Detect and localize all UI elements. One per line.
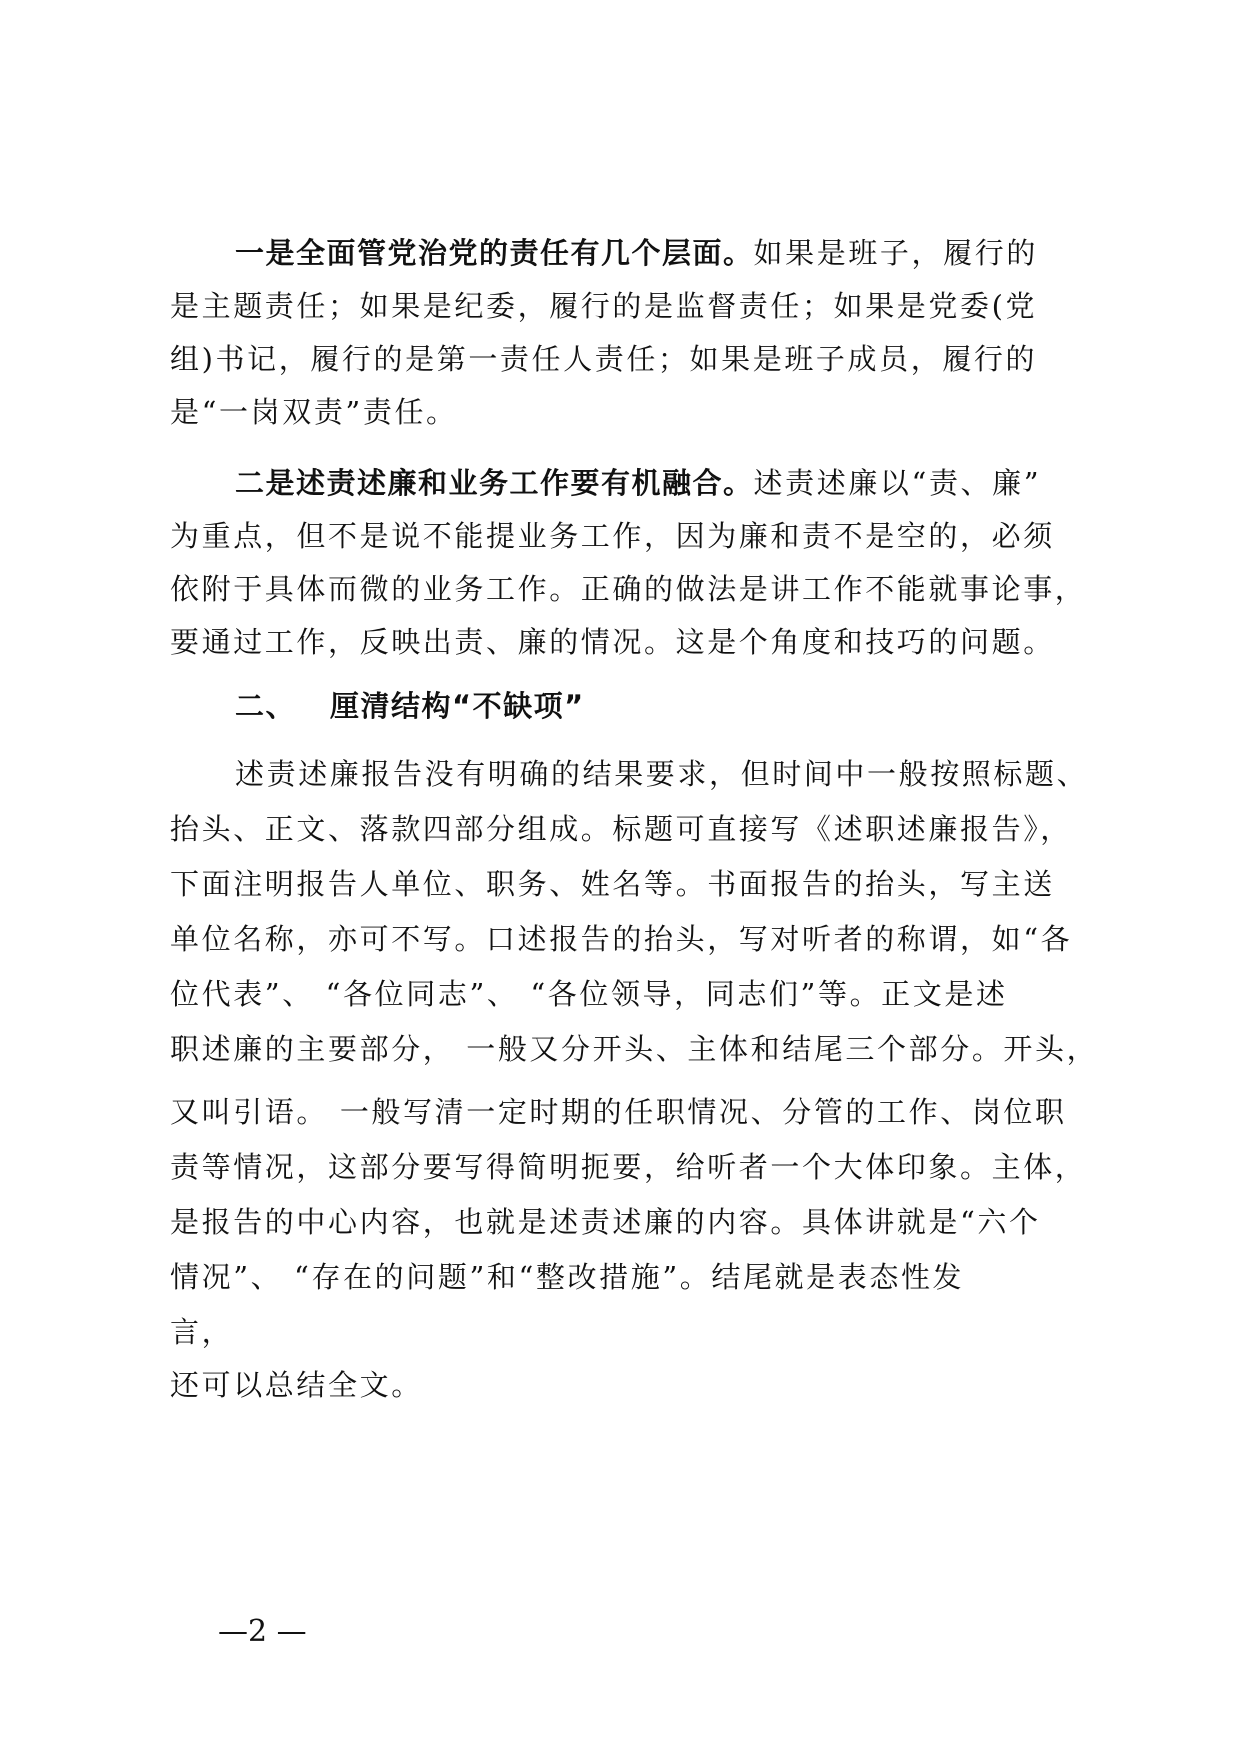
para2-line2: 为重点，但不是说不能提业务工作，因为廉和责不是空的，必须 [170,519,1055,553]
para3-line12: 还可以总结全文。 [170,1368,423,1402]
section-heading [235,686,585,726]
para1-line1 [235,233,1038,273]
para2-line1 [235,463,1041,503]
page-number: —2 — [218,1614,307,1649]
para1-line2: 是主题责任；如果是纪委，履行的是监督责任；如果是党委(党 [170,289,1038,323]
para3-line11: 言， [170,1315,234,1349]
para1-line3: 组)书记，履行的是第一责任人责任；如果是班子成员，履行的 [170,342,1038,376]
para3-line2: 抬头、正文、落款四部分组成。标题可直接写《述职述廉报告》， [170,812,1072,846]
para1-text: 如果是班子，履行的 [753,236,1038,270]
para3-line8: 责等情况，这部分要写得简明扼要，给听者一个大体印象。主体， [170,1150,1087,1184]
para2-lead: 二是述责述廉和业务工作要有机融合。 [235,466,754,500]
para3-line3: 下面注明报告人单位、职务、姓名等。书面报告的抬头，写主送 [170,867,1055,901]
para3-line7: 又叫引语。 一般写清一定时期的任职情况、分管的工作、岗位职 [170,1095,1067,1129]
para3-line1: 述责述廉报告没有明确的结果要求，但时间中一般按照标题、 [235,757,1089,791]
section-number: 二、 [235,689,297,723]
para3-line10: 情况”、 “存在的问题”和“整改措施”。结尾就是表态性发 [170,1260,965,1294]
para3-line6: 职述廉的主要部分， 一般又分开头、主体和结尾三个部分。开头， [170,1032,1099,1066]
para3-line9: 是报告的中心内容，也就是述责述廉的内容。具体讲就是“六个 [170,1205,1041,1239]
para3-line5: 位代表”、 “各位同志”、 “各位领导，同志们”等。正文是述 [170,977,1008,1011]
para1-line4: 是“一岗双责”责任。 [170,395,458,429]
para3-line4: 单位名称，亦可不写。口述报告的抬头，写对听者的称谓，如“各 [170,922,1073,956]
para2-line3: 依附于具体而微的业务工作。正确的做法是讲工作不能就事论事， [170,572,1087,606]
para1-lead: 一是全面管党治党的责任有几个层面。 [235,236,754,270]
para2-text: 述责述廉以“责、廉” [753,466,1042,500]
section-title: 厘清结构“不缺项” [330,689,585,723]
para2-line4: 要通过工作，反映出责、廉的情况。这是个角度和技巧的问题。 [170,625,1055,659]
